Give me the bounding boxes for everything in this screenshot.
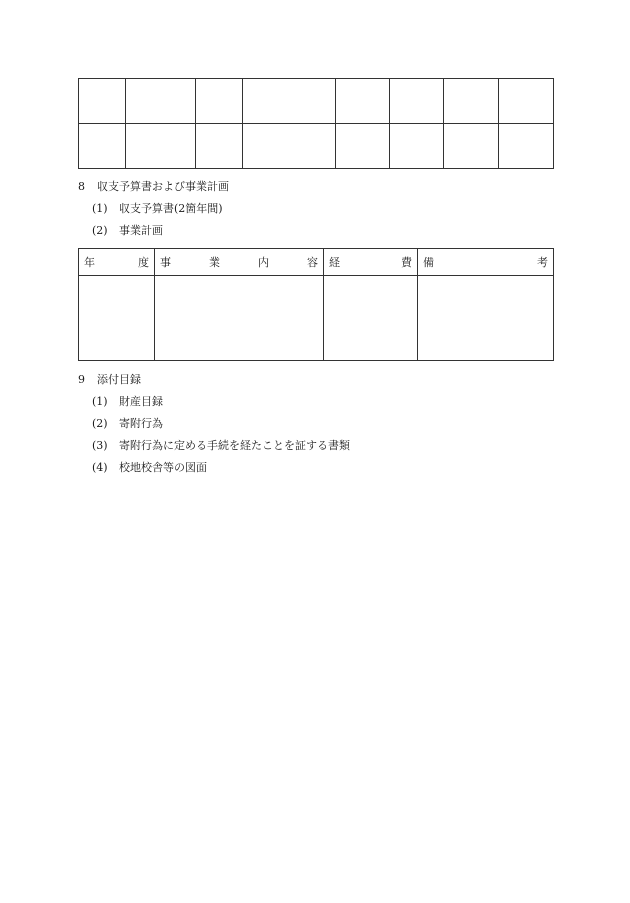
- item-label: 財産目録: [119, 395, 163, 408]
- item-label: 事業計画: [119, 224, 163, 237]
- header-remarks: 備 考: [418, 249, 554, 276]
- business-plan-table: [78, 248, 554, 361]
- table-cell: [418, 276, 554, 361]
- header-year: 年 度: [79, 249, 155, 276]
- list-item: [92, 202, 223, 216]
- table-cell: [126, 124, 196, 169]
- continuation-table: [78, 78, 554, 169]
- table-row: [79, 79, 554, 124]
- table-cell: [155, 276, 324, 361]
- table-header-row: [79, 249, 554, 276]
- header-expenses: 経 費: [324, 249, 418, 276]
- list-item: [92, 224, 163, 238]
- section-8-heading: [78, 180, 229, 194]
- table-cell: [196, 79, 243, 124]
- list-item: [92, 417, 163, 431]
- item-label: 校地校舎等の図面: [119, 461, 207, 474]
- item-label: 収支予算書(2箇年間): [119, 202, 223, 215]
- table-cell: [390, 79, 444, 124]
- table-cell: [444, 124, 499, 169]
- table-cell: [499, 124, 554, 169]
- table-cell: [196, 124, 243, 169]
- table-cell: [243, 79, 336, 124]
- section-number: 9: [78, 373, 85, 386]
- item-number: (2): [92, 417, 108, 430]
- header-business-content: 事 業 内 容: [155, 249, 324, 276]
- table-row: [79, 276, 554, 361]
- table-cell: [243, 124, 336, 169]
- list-item: [92, 461, 207, 475]
- table-cell: [336, 124, 390, 169]
- table-cell: [79, 79, 126, 124]
- section-title: 添付目録: [97, 373, 141, 386]
- table-cell: [324, 276, 418, 361]
- table-cell: [444, 79, 499, 124]
- list-item: [92, 395, 163, 409]
- item-number: (3): [92, 439, 108, 452]
- item-number: (1): [92, 202, 108, 215]
- table-cell: [79, 276, 155, 361]
- item-number: (4): [92, 461, 108, 474]
- section-title: 収支予算書および事業計画: [97, 180, 229, 193]
- list-item: [92, 439, 350, 453]
- item-number: (1): [92, 395, 108, 408]
- section-9-heading: [78, 373, 141, 387]
- table-cell: [390, 124, 444, 169]
- section-number: 8: [78, 180, 85, 193]
- table-cell: [126, 79, 196, 124]
- table-cell: [336, 79, 390, 124]
- item-label: 寄附行為: [119, 417, 163, 430]
- table-cell: [79, 124, 126, 169]
- table-row: [79, 124, 554, 169]
- item-number: (2): [92, 224, 108, 237]
- item-label: 寄附行為に定める手続を経たことを証する書類: [119, 439, 350, 452]
- table-cell: [499, 79, 554, 124]
